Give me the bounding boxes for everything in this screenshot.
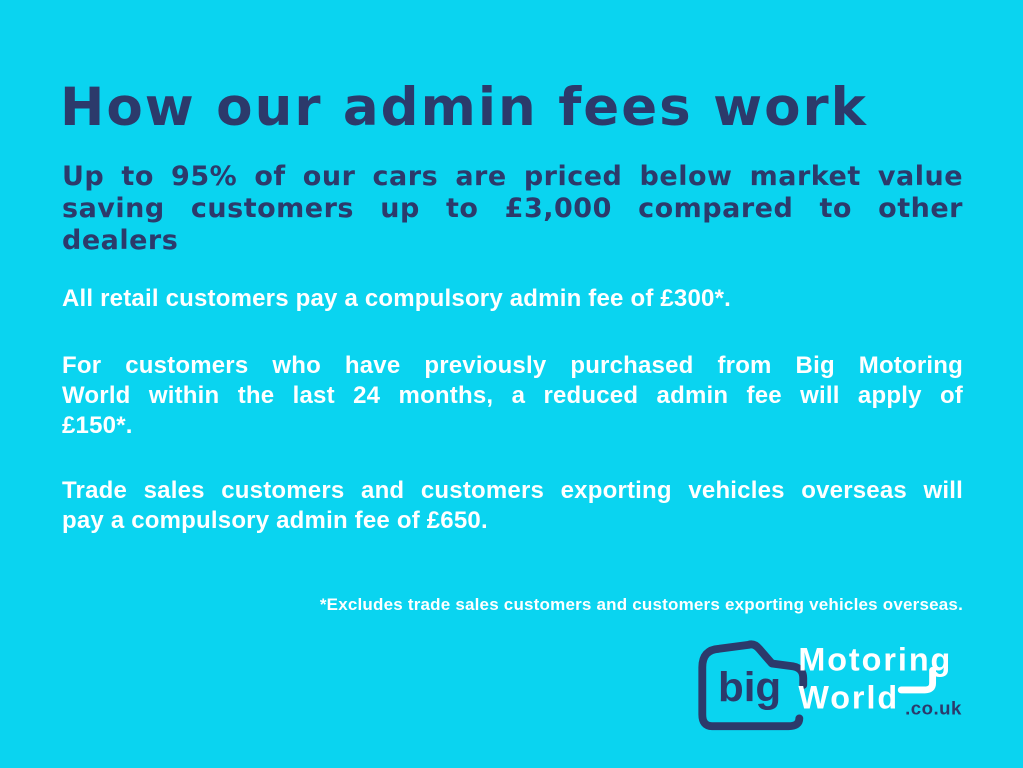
- logo-big-text: big: [717, 663, 782, 711]
- big-motoring-world-logo: [697, 638, 982, 736]
- retail-fee-paragraph: [62, 284, 963, 314]
- logo-domain-text: .co.uk: [905, 697, 962, 719]
- paragraph-line: World within the last 24 months, a reduced admin fee will apply of: [62, 382, 963, 409]
- footnote: *Excludes trade sales customers and customers exporting vehicles overseas.: [319, 595, 963, 614]
- logo-motoring-text: Motoring: [798, 641, 953, 678]
- subheading: [62, 161, 963, 257]
- subheading-line: dealers: [62, 225, 179, 256]
- paragraph-line: For customers who have previously purchased from Big Motoring: [62, 352, 963, 379]
- logo-world-text: World: [798, 679, 900, 716]
- subheading-line: Up to 95% of our cars are priced below market value: [62, 161, 963, 192]
- paragraph-line: All retail customers pay a compulsory admin fee of £300*.: [62, 285, 731, 312]
- trade-fee-paragraph: [62, 476, 963, 536]
- paragraph-line: pay a compulsory admin fee of £650.: [62, 507, 488, 534]
- paragraph-line: £150*.: [62, 412, 133, 439]
- subheading-line: saving customers up to £3,000 compared to other: [62, 193, 963, 224]
- paragraph-line: Trade sales customers and customers exporting vehicles overseas will: [62, 477, 963, 504]
- page-title: How our admin fees work: [60, 77, 868, 138]
- repeat-customer-fee-paragraph: [62, 351, 963, 441]
- logo-graphic: [697, 638, 982, 736]
